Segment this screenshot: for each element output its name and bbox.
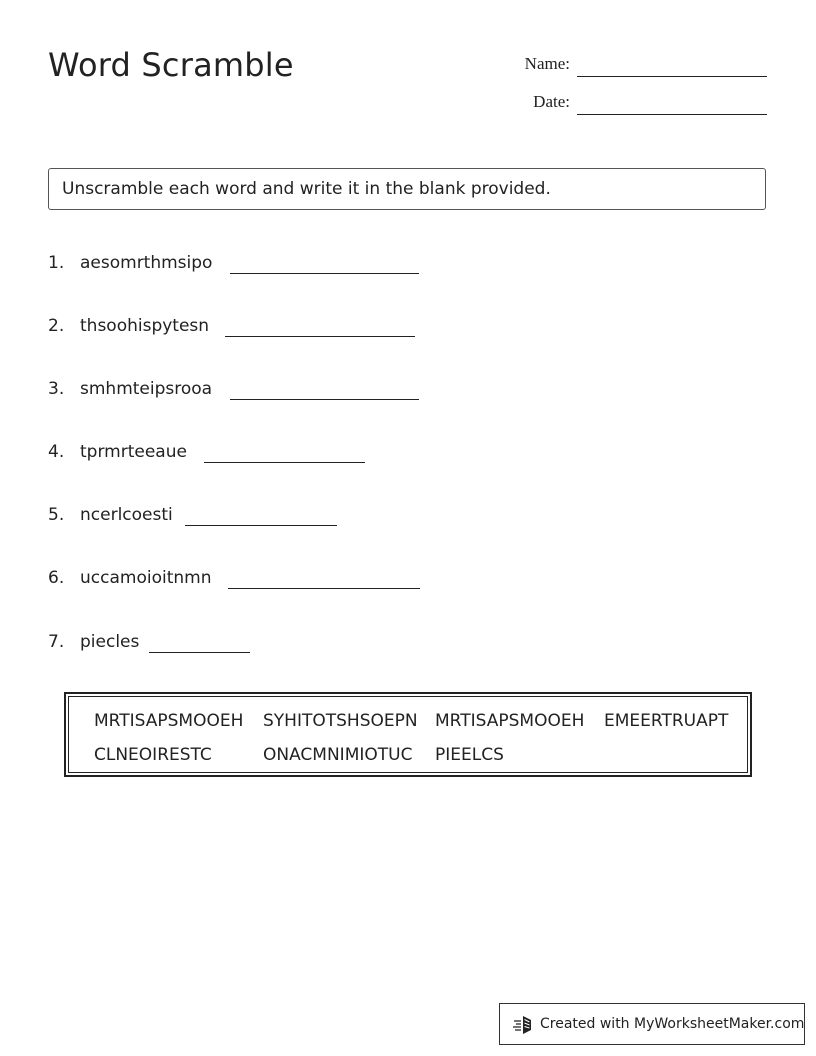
question-item [48, 505, 173, 525]
answer-blank[interactable] [185, 525, 337, 526]
scrambled-word: uccamoioitnmn [80, 568, 212, 588]
name-label: Name: [524, 54, 570, 73]
myworksheetmaker-logo-icon [512, 1014, 534, 1036]
name-field [470, 54, 570, 76]
word-bank-item: EMEERTRUAPT [604, 711, 729, 731]
word-bank-inner [68, 696, 748, 773]
scrambled-word: aesomrthmsipo [80, 253, 213, 273]
question-number: 2. [48, 316, 65, 336]
name-line[interactable] [577, 76, 767, 77]
question-number: 1. [48, 253, 65, 273]
question-number: 6. [48, 568, 65, 588]
scrambled-word: smhmteipsrooa [80, 379, 213, 399]
instructions-box: Unscramble each word and write it in the blank provided. [48, 168, 766, 210]
answer-blank[interactable] [149, 652, 250, 653]
scrambled-word: ncerlcoesti [80, 505, 173, 525]
word-bank [64, 692, 752, 777]
question-item [48, 379, 212, 399]
page-title: Word Scramble [48, 46, 294, 84]
word-bank-item: MRTISAPSMOOEH [435, 711, 585, 731]
answer-blank[interactable] [228, 588, 420, 589]
footer-credit[interactable] [499, 1003, 805, 1045]
question-number: 7. [48, 632, 65, 652]
scrambled-word: tprmrteeaue [80, 442, 187, 462]
word-bank-item: MRTISAPSMOOEH [94, 711, 244, 731]
answer-blank[interactable] [230, 273, 419, 274]
question-item [48, 568, 211, 588]
word-bank-item: PIEELCS [435, 745, 504, 765]
question-number: 5. [48, 505, 65, 525]
question-item [48, 442, 187, 462]
answer-blank[interactable] [230, 399, 419, 400]
footer-text: Created with MyWorksheetMaker.com [540, 1016, 805, 1032]
scrambled-word: piecles [80, 632, 140, 652]
question-item [48, 316, 209, 336]
question-number: 4. [48, 442, 65, 462]
date-field [470, 92, 570, 114]
question-item [48, 632, 139, 652]
answer-blank[interactable] [204, 462, 365, 463]
word-bank-item: SYHITOTSHSOEPN [263, 711, 418, 731]
scrambled-word: thsoohispytesn [80, 316, 210, 336]
word-bank-item: CLNEOIRESTC [94, 745, 212, 765]
answer-blank[interactable] [225, 336, 415, 337]
date-label: Date: [533, 92, 570, 111]
question-number: 3. [48, 379, 65, 399]
date-line[interactable] [577, 114, 767, 115]
question-item [48, 253, 212, 273]
word-bank-item: ONACMNIMIOTUC [263, 745, 413, 765]
